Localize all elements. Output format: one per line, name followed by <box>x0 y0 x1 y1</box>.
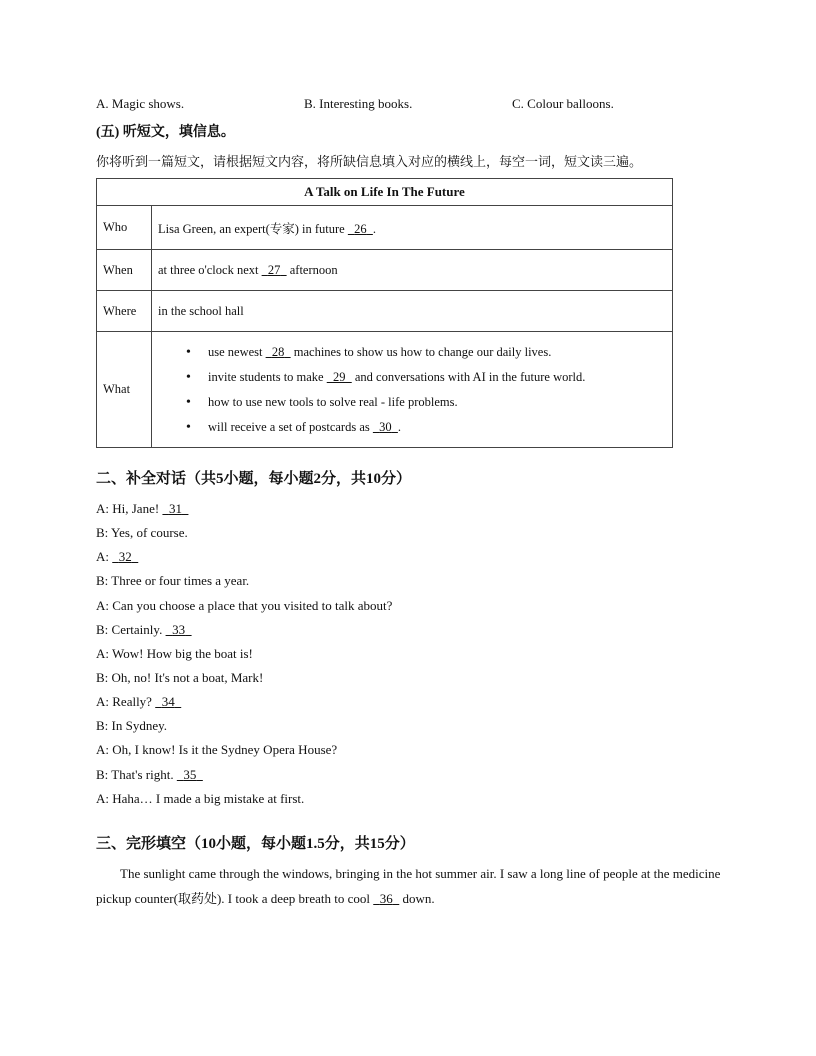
dialogue-line: B: Oh, no! It's not a boat, Mark! <box>96 670 264 685</box>
where-cell: in the school hall <box>152 291 673 332</box>
what-cell <box>152 332 673 448</box>
dialogue-line: A: Wow! How big the boat is! <box>96 646 253 661</box>
dialogue-line: B: Yes, of course. <box>96 525 188 540</box>
dialogue-line: A: Hi, Jane! 31 <box>96 501 182 516</box>
blank-34: 34 <box>161 694 175 709</box>
blank-27: 27 <box>267 262 281 277</box>
what-label: What <box>97 332 152 448</box>
who-cell: Lisa Green, an expert(专家) in future 26 . <box>152 206 673 250</box>
section5-heading: (五) 听短文，填信息。 <box>96 125 235 140</box>
dialogue-line: B: That's right. 35 <box>96 767 197 782</box>
blank-35: 35 <box>183 767 197 782</box>
when-label: When <box>97 250 152 291</box>
dialogue-line: A: Haha… I made a big mistake at first. <box>96 791 305 806</box>
cloze-paragraph: The sunlight came through the windows, bringing in the hot summer air. I saw a long line of people at the medicine pickup counter(取药处). I took a deep breath to cool 36 down. <box>96 866 721 906</box>
cloze-heading: 三、完形填空（10小题，每小题1.5分，共15分） <box>96 836 415 852</box>
option-a: A. Magic shows. <box>96 96 185 111</box>
dialogue-line: A: Can you choose a place that you visited to talk about? <box>96 598 393 613</box>
when-cell: at three o'clock next 27 afternoon <box>152 250 673 291</box>
option-c: C. Colour balloons. <box>512 96 614 111</box>
dialogue-line: B: Three or four times a year. <box>96 573 250 588</box>
option-b: B. Interesting books. <box>304 96 413 111</box>
where-label: Where <box>97 291 152 332</box>
blank-28: 28 <box>271 344 285 359</box>
blank-36: 36 <box>379 891 393 906</box>
blank-30: 30 <box>379 419 392 434</box>
dialogue-heading: 二、补全对话（共5小题，每小题2分，共10分） <box>96 471 412 487</box>
blank-32: 32 <box>118 549 132 564</box>
table-title: A Talk on Life In The Future <box>97 179 673 206</box>
what-item: • how to use new tools to solve real - life problems. <box>208 390 666 415</box>
blank-26: 26 <box>354 221 367 236</box>
dialogue-line: A: 32 <box>96 549 132 564</box>
what-item: • use newest 28 machines to show us how to change our daily lives. <box>208 340 666 365</box>
blank-33: 33 <box>172 622 186 637</box>
dialogue-line: B: Certainly. 33 <box>96 622 186 637</box>
dialogue-line: A: Really? 34 <box>96 694 175 709</box>
blank-29: 29 <box>332 369 346 384</box>
dialogue-line: B: In Sydney. <box>96 718 168 733</box>
who-label: Who <box>97 206 152 250</box>
blank-31: 31 <box>168 501 182 516</box>
dialogue-line: A: Oh, I know! Is it the Sydney Opera House? <box>96 742 338 757</box>
what-item: • invite students to make 29 and conversations with AI in the future world. <box>208 365 666 390</box>
info-table <box>96 178 673 448</box>
section5-instruction: 你将听到一篇短文，请根据短文内容，将所缺信息填入对应的横线上，每空一词，短文读三遍。 <box>96 154 643 169</box>
what-item: • will receive a set of postcards as 30 . <box>208 415 666 440</box>
